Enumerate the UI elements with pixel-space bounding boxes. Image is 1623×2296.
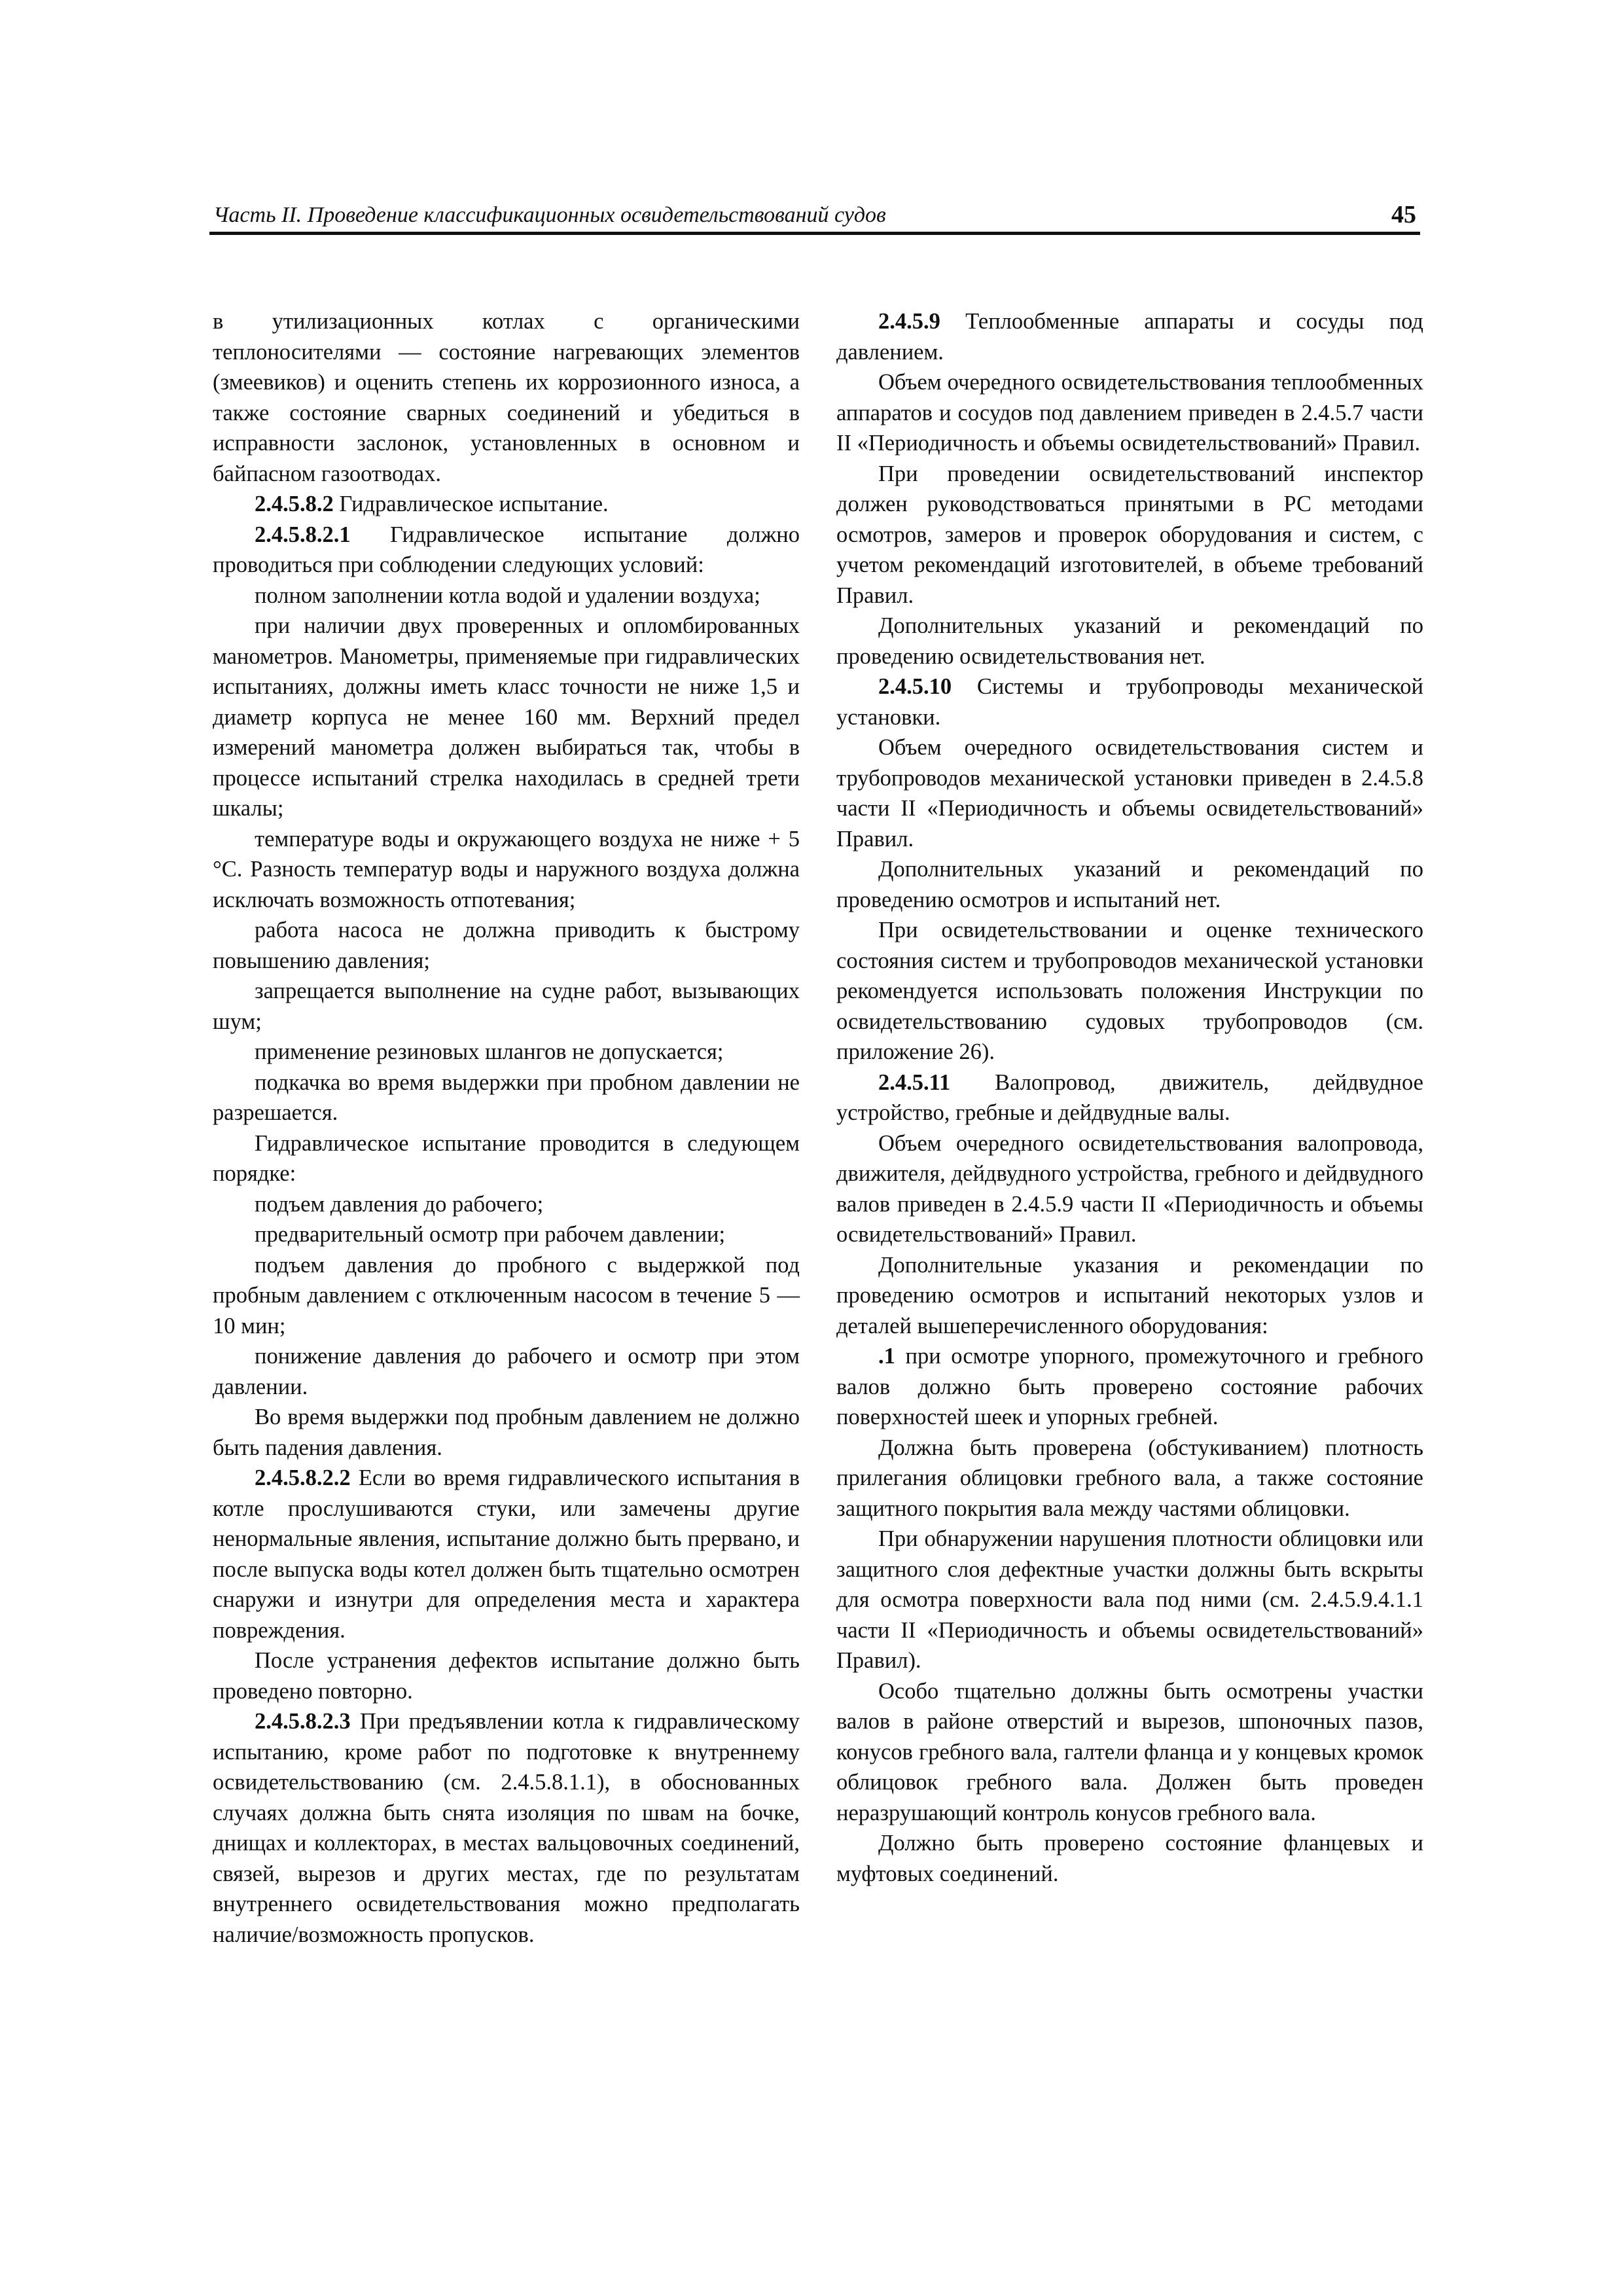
header-title: Часть II. Проведение классификационных освидетельствований судов (213, 203, 886, 227)
paragraph-text: Если во время гидравлического испытания в котле прослушиваются стуки, или замечены другие ненормальные явления, испытание должно быть прервано, и после выпуска воды котел должен быть тщательно осмотрен снаружи и изнутри для определения места и характера повреждения. (213, 1465, 800, 1643)
paragraph-text: Системы и трубопроводы механической установки. (836, 674, 1423, 730)
paragraph-text: Объем очередного освидетельствования теплообменных аппаратов и сосудов под давлением приведен в 2.4.5.7 части II «Периодичность и объемы освидетельствований» Правил. (836, 370, 1423, 456)
paragraph (836, 459, 1423, 611)
paragraph-text: температуре воды и окружающего воздуха не ниже + 5 °С. Разность температур воды и наружного воздуха должна исключать возможность отпотевания; (213, 826, 800, 912)
paragraph-text: понижение давления до рабочего и осмотр при этом давлении. (213, 1344, 800, 1399)
paragraph-text: Объем очередного освидетельствования валопровода, движителя, дейдвудного устройства, гребного и дейдвудного валов приведен в 2.4.5.9 части II «Периодичность и объемы освидетельствований» Правил. (836, 1130, 1423, 1247)
paragraph-text: Во время выдержки под пробным давлением не должно быть падения давления. (213, 1405, 800, 1460)
paragraph-text: полном заполнении котла водой и удалении воздуха; (255, 583, 760, 608)
paragraph-text: Гидравлическое испытание проводится в следующем порядке: (213, 1130, 800, 1186)
paragraph-text: Дополнительных указаний и рекомендаций по проведению освидетельствования нет. (836, 613, 1423, 669)
section-number: .1 (878, 1344, 895, 1369)
paragraph (213, 1402, 800, 1463)
paragraph (213, 520, 800, 581)
section-number: 2.4.5.10 (878, 674, 952, 699)
paragraph (836, 1341, 1423, 1433)
paragraph-text: Гидравлическое испытание должно проводиться при соблюдении следующих условий: (213, 522, 800, 577)
paragraph-text: После устранения дефектов испытание должно быть проведено повторно. (213, 1648, 800, 1704)
paragraph-text: работа насоса не должна приводить к быстрому повышению давления; (213, 918, 800, 973)
running-header (209, 196, 1420, 236)
paragraph (836, 1676, 1423, 1829)
page-number: 45 (1391, 201, 1416, 228)
section-number: 2.4.5.8.2.1 (255, 522, 351, 547)
paragraph (836, 1067, 1423, 1128)
section-number: 2.4.5.8.2.2 (255, 1465, 351, 1490)
paragraph (836, 1524, 1423, 1676)
paragraph (213, 824, 800, 916)
paragraph-text: При предъявлении котла к гидравлическому испытанию, кроме работ по подготовке к внутреннему освидетельствованию (см. 2.4.5.8.1.1), в обоснованных случаях должна быть снята изоляция по швам на бочке, днищах и коллекторах, в местах вальцовочных соединений, связей, вырезов и других местах, где по результатам внутреннего освидетельствования можно предполагать наличие/возможность пропусков. (213, 1709, 800, 1947)
paragraph-text: Валопровод, движитель, дейдвудное устройство, гребные и дейдвудные валы. (836, 1069, 1423, 1125)
paragraph-text: Должно быть проверено состояние фланцевых и муфтовых соединений. (836, 1831, 1423, 1886)
paragraph (213, 1189, 800, 1220)
header-rule (209, 232, 1420, 235)
paragraph (213, 306, 800, 489)
paragraph-text: подъем давления до рабочего; (255, 1191, 544, 1217)
paragraph (836, 1250, 1423, 1342)
paragraph (213, 489, 800, 520)
paragraph-text: Теплообменные аппараты и сосуды под давлением. (836, 309, 1423, 365)
paragraph (836, 306, 1423, 367)
paragraph-text: При освидетельствовании и оценке технического состояния систем и трубопроводов механической установки рекомендуется использовать положения Инструкции по освидетельствованию судовых трубопроводов (см. приложение 26). (836, 918, 1423, 1064)
paragraph-text: Должна быть проверена (обстукиванием) плотность прилегания облицовки гребного вала, а также состояние защитного покрытия вала между частями облицовки. (836, 1435, 1423, 1521)
paragraph (213, 1250, 800, 1342)
paragraph-text: Гидравлическое испытание. (333, 492, 609, 516)
paragraph-text: при наличии двух проверенных и опломбированных манометров. Манометры, применяемые при гидравлических испытаниях, должны иметь класс точности не ниже 1,5 и диаметр корпуса не менее 160 мм. Верхний предел измерений манометра должен выбираться так, чтобы в процессе испытаний стрелка находилась в средней трети шкалы; (213, 613, 800, 821)
paragraph (213, 581, 800, 611)
section-number: 2.4.5.8.2 (255, 492, 334, 516)
paragraph (836, 1828, 1423, 1889)
paragraph-text: Объем очередного освидетельствования систем и трубопроводов механической установки приведен в 2.4.5.8 части II «Периодичность и объемы освидетельствований» Правил. (836, 735, 1423, 852)
paragraph (836, 367, 1423, 459)
paragraph-text: применение резиновых шлангов не допускается; (255, 1039, 724, 1064)
paragraph (213, 1341, 800, 1402)
paragraph (213, 1219, 800, 1250)
paragraph-text: При проведении освидетельствований инспектор должен руководствоваться принятыми в РС методами осмотров, замеров и проверок оборудования и систем, с учетом рекомендаций изготовителей, в объеме требований Правил. (836, 461, 1423, 608)
paragraph (836, 1433, 1423, 1524)
paragraph-text: предварительный осмотр при рабочем давлении; (255, 1222, 726, 1247)
paragraph-text: Особо тщательно должны быть осмотрены участки валов в районе отверстий и вырезов, шпоночных пазов, конусов гребного вала, галтели фланца и у концевых кромок облицовок гребного вала. Должен быть проведен неразрушающий контроль конусов гребного вала. (836, 1678, 1423, 1825)
paragraph (213, 1067, 800, 1128)
paragraph (836, 854, 1423, 915)
paragraph (836, 611, 1423, 672)
paragraph (836, 672, 1423, 732)
paragraph (213, 611, 800, 824)
paragraph (213, 915, 800, 976)
paragraph (836, 915, 1423, 1067)
paragraph (213, 1037, 800, 1067)
paragraph (213, 976, 800, 1037)
paragraph (213, 1706, 800, 1950)
paragraph-text: в утилизационных котлах с органическими теплоносителями — состояние нагревающих элементов (змеевиков) и оценить степень их коррозионного износа, а также состояние сварных соединений и убедиться в исправности заслонок, установленных в основном и байпасном газоотводах. (213, 309, 800, 486)
section-number: 2.4.5.8.2.3 (255, 1709, 351, 1734)
paragraph-text: подъем давления до пробного с выдержкой под пробным давлением с отключенным насосом в течение 5 — 10 мин; (213, 1252, 800, 1338)
paragraph-text: При обнаружении нарушения плотности облицовки или защитного слоя дефектные участки должны быть вскрыты для осмотра поверхности вала под ними (см. 2.4.5.9.4.1.1 части II «Периодичность и объемы освидетельствований» Правил). (836, 1526, 1423, 1673)
paragraph-text: запрещается выполнение на судне работ, вызывающих шум; (213, 978, 800, 1034)
paragraph-text: при осмотре упорного, промежуточного и гребного валов должно быть проверено состояние рабочих поверхностей шеек и упорных гребней. (836, 1344, 1423, 1429)
paragraph (213, 1645, 800, 1706)
right-column (836, 306, 1423, 1889)
paragraph (213, 1128, 800, 1189)
paragraph (836, 732, 1423, 854)
paragraph (836, 1128, 1423, 1250)
section-number: 2.4.5.9 (878, 309, 940, 334)
paragraph-text: Дополнительных указаний и рекомендаций по проведению осмотров и испытаний нет. (836, 857, 1423, 912)
left-column (213, 306, 800, 1950)
paragraph-text: подкачка во время выдержки при пробном давлении не разрешается. (213, 1069, 800, 1125)
paragraph-text: Дополнительные указания и рекомендации по проведению осмотров и испытаний некоторых узлов и деталей вышеперечисленного оборудования: (836, 1252, 1423, 1338)
paragraph (213, 1463, 800, 1645)
section-number: 2.4.5.11 (878, 1069, 951, 1095)
